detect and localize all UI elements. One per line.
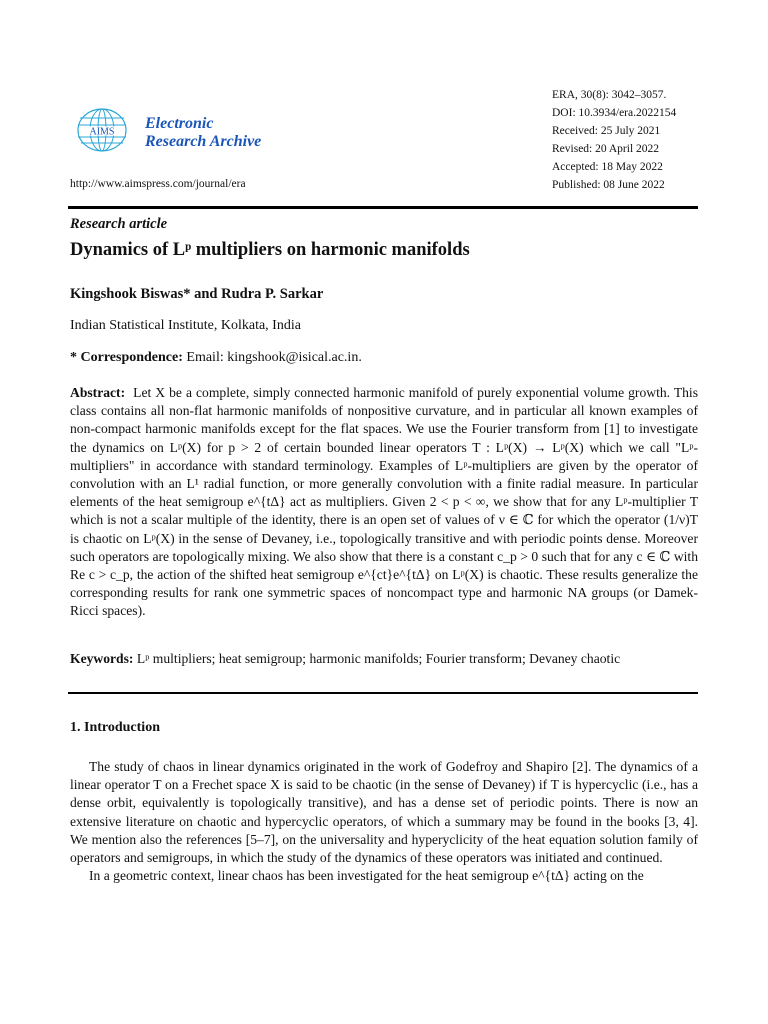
correspondence-label: * Correspondence: xyxy=(70,350,183,365)
accepted-date: Accepted: 18 May 2022 xyxy=(552,161,663,173)
section-heading: 1. Introduction xyxy=(70,720,160,735)
doi[interactable]: DOI: 10.3934/era.2022154 xyxy=(552,107,677,119)
article-type: Research article xyxy=(70,216,168,232)
correspondence-email[interactable]: Email: kingshook@isical.ac.in. xyxy=(186,350,362,365)
paragraph: The study of chaos in linear dynamics originated in the work of Godefroy and Shapiro [2]. The dynamics of a linear operator T on a Frechet space X is said to be chaotic (in the sense of Devaney) if T is hypercyclic (i.e., has a dense orbit, equivalently is topologically transitive), and has a dense set of periodic points. There is now an extensive literature on chaotic and hypercyclic operators, of which a summary may be found in the books [3, 4]. We mention also the references [5–7], on the universality and hyperyclicity of the heat equation solution family of operators and semigroups, in which the study of the dynamics of these operators was initiated and continued. xyxy=(70,759,698,866)
affiliation: Indian Statistical Institute, Kolkata, India xyxy=(70,318,301,333)
keywords-text: Lᵖ multipliers; heat semigroup; harmonic manifolds; Fourier transform; Devaney chaotic xyxy=(136,651,621,666)
journal-name-line2: Research Archive xyxy=(145,133,262,150)
keywords xyxy=(70,651,698,667)
abstract-label: Abstract: xyxy=(70,385,126,400)
journal-name xyxy=(145,115,261,151)
paragraph: In a geometric context, linear chaos has been investigated for the heat semigroup e^{tΔ} acting on the xyxy=(89,868,644,884)
article-metadata xyxy=(552,86,676,194)
header-rule xyxy=(68,206,698,209)
journal-name-line1: Electronic xyxy=(145,115,214,132)
abstract xyxy=(70,384,698,621)
abstract-text: Let X be a complete, simply connected harmonic manifold of purely exponential volume growth. This class contains all non-flat harmonic manifolds of nonpositive curvature, and in particular all known examples of non-compact harmonic manifolds except for the flat spaces. We use the Fourier transform from [1] to investigate the dynamics on Lᵖ(X) for p > 2 of certain bounded linear operators T : Lᵖ(X) → Lᵖ(X) which we call "Lᵖ-multipliers" in accordance with standard terminology. Examples of Lᵖ-multipliers are given by the operator of convolution with an L¹ radial function, or more generally convolution with a finite radial measure. In particular elements of the heat semigroup e^{tΔ} act as multipliers. Given 2 < p < ∞, we show that for any Lᵖ-multiplier T which is not a scalar multiple of the identity, there is an open set of values of ν ∈ ℂ for which the operator (1/ν)T is chaotic on Lᵖ(X) in the sense of Devaney, i.e., topologically transitive and with periodic points dense. Moreover such operators are topologically mixing. We also show that there is a constant c_p > 0 such that for any c ∈ ℂ with Re c > c_p, the action of the shifted heat semigroup e^{ct}e^{tΔ} on Lᵖ(X) is chaotic. These results generalize the corresponding results for rank one symmetric spaces of noncompact type and harmonic NA groups (or Damek-Ricci spaces). xyxy=(70,385,698,619)
aims-globe-logo xyxy=(76,108,128,154)
article-title: Dynamics of Lᵖ multipliers on harmonic manifolds xyxy=(70,240,470,260)
keywords-label: Keywords: xyxy=(70,651,134,666)
introduction-body xyxy=(70,758,698,885)
authors: Kingshook Biswas* and Rudra P. Sarkar xyxy=(70,286,324,302)
received-date: Received: 25 July 2021 xyxy=(552,125,661,137)
citation: ERA, 30(8): 3042–3057. xyxy=(552,89,667,101)
correspondence xyxy=(70,350,362,366)
revised-date: Revised: 20 April 2022 xyxy=(552,143,660,155)
published-date: Published: 08 June 2022 xyxy=(552,179,665,191)
journal-url[interactable]: http://www.aimspress.com/journal/era xyxy=(70,178,246,190)
svg-text:AIMS: AIMS xyxy=(89,126,115,138)
section-rule xyxy=(68,692,698,694)
